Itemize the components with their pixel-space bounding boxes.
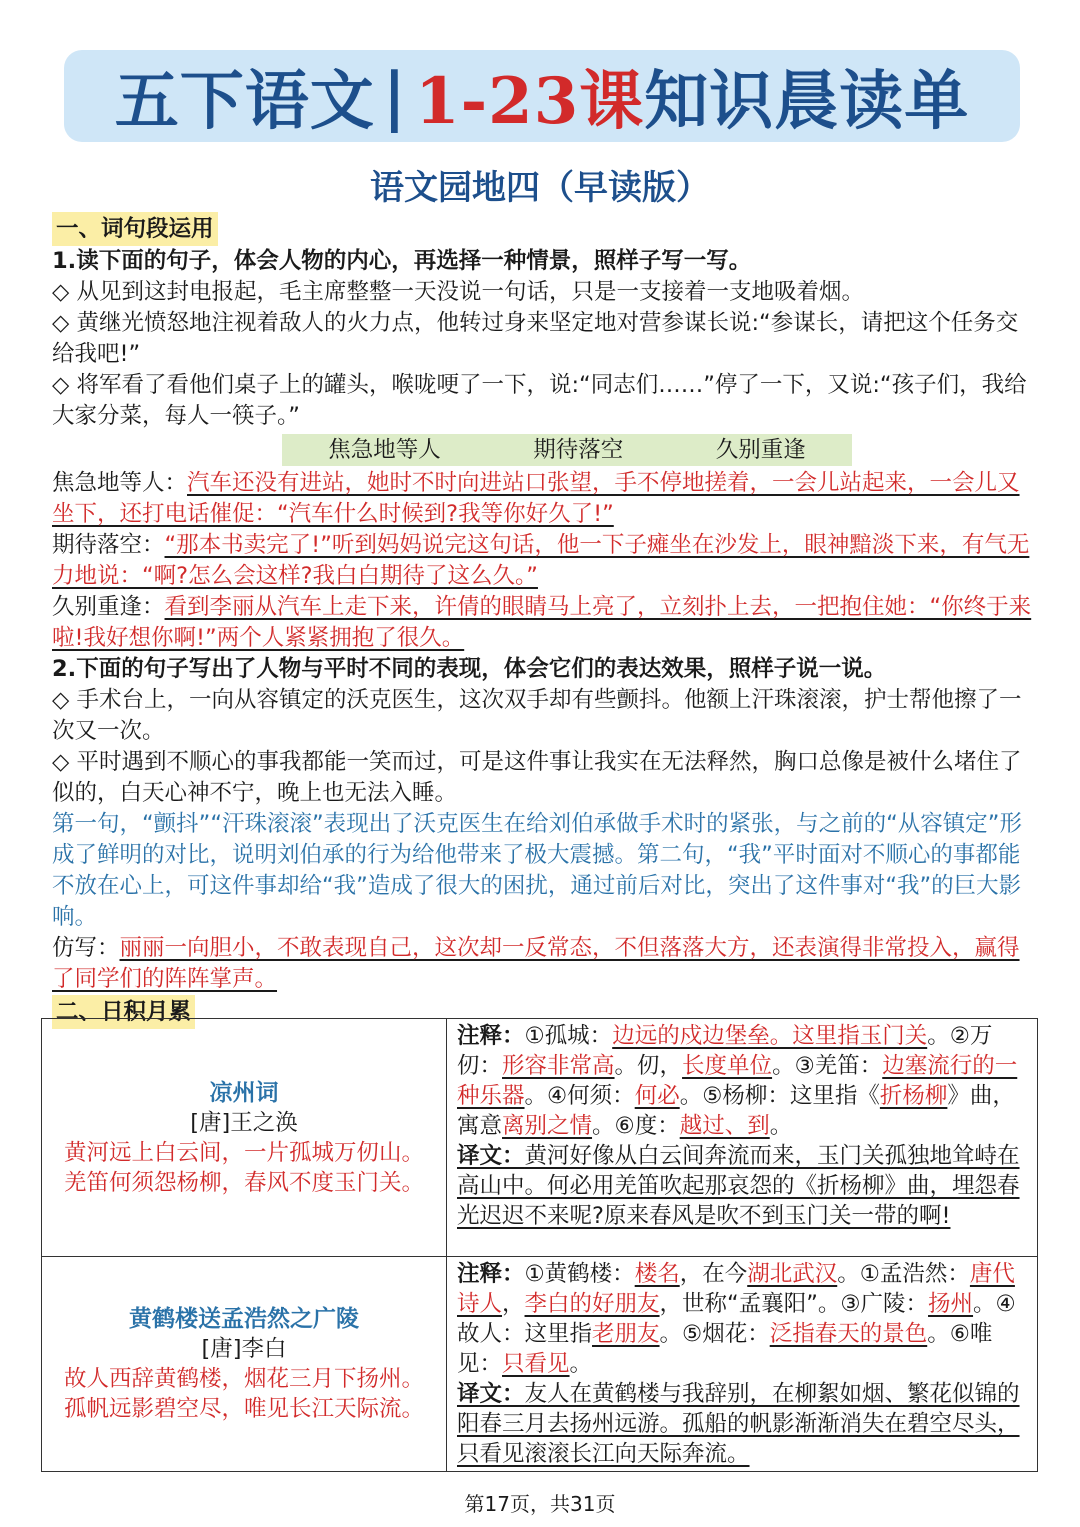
answer-paragraph: [52, 468, 1032, 530]
answer-text: “那本书卖完了!”听到妈妈说完这句话，他一下子瘫坐在沙发上，眼神黯淡下来，有气无力地说：“啊?怎么会这样?我白白期待了这么久。”: [52, 532, 1030, 589]
scenario-choice: 焦急地等人: [328, 436, 441, 463]
note-text: ①孤城：: [524, 1023, 613, 1049]
question-1: 1.读下面的句子，体会人物的内心，再选择一种情景，照样子写一写。: [52, 248, 752, 274]
note-answer: 老朋友: [592, 1321, 660, 1347]
poem-cell: [42, 1257, 447, 1472]
note-text: 。①孟浩然：: [837, 1261, 970, 1287]
note-answer: 离别之情: [502, 1113, 593, 1139]
banner-lessons: 1-23课: [415, 64, 645, 139]
banner-subject: 五下语文: [114, 64, 375, 139]
answer-paragraph: [52, 530, 1032, 592]
note-answer: 泛指春天的景色: [769, 1321, 928, 1347]
poem-title: 黄鹤楼送孟浩然之广陵: [129, 1306, 359, 1332]
note-answer: 楼名: [634, 1261, 680, 1287]
poem-table: [41, 1018, 1038, 1472]
note-answer: 湖北武汉: [747, 1261, 838, 1287]
note-text: 。⑤烟花：: [659, 1321, 770, 1347]
translation-text: 黄河好像从白云间奔流而来，玉门关孤独地耸峙在高山中。何必用羌笛吹起那哀怨的《折杨柳》曲，埋怨春光迟迟不来呢?原来春风是吹不到玉门关一带的啊!: [457, 1143, 1020, 1229]
answer-label: 焦急地等人：: [52, 470, 188, 496]
notes-label: 注释：: [457, 1261, 525, 1287]
answer-label: 期待落空：: [52, 532, 165, 558]
poem-line: 羌笛何须怨杨柳，春风不度玉门关。: [63, 1169, 424, 1196]
note-text: 》曲，寓意: [457, 1083, 1015, 1139]
note-text: 。: [569, 1351, 593, 1377]
section-heading: 二、日积月累: [52, 995, 195, 1029]
translation-label: 译文：: [457, 1143, 525, 1169]
banner-separator: |: [382, 58, 408, 134]
note-text: 。④何须：: [524, 1083, 635, 1109]
note-answer: 李白的好朋友: [524, 1291, 660, 1317]
translation-label: 译文：: [457, 1381, 525, 1407]
scenario-choices: [282, 434, 852, 466]
note-text: 。②万仞：: [457, 1023, 993, 1079]
poem-author: [唐]王之涣: [190, 1109, 298, 1136]
section-heading: 一、词句段运用: [52, 212, 218, 246]
note-answer: 形容非常高: [502, 1053, 615, 1079]
note-answer: 只看见: [502, 1351, 570, 1377]
example-sentence: ◇ 将军看了看他们桌子上的罐头，喉咙哽了一下，说:“同志们……”停了一下，又说:“孩子们，我给大家分菜，每人一筷子。”: [52, 372, 1027, 429]
example-sentence: ◇ 手术台上，一向从容镇定的沃克医生，这次双手却有些颤抖。他额上汗珠滚滚，护士帮他擦了一次又一次。: [52, 687, 1022, 744]
translation-text: 友人在黄鹤楼与我辞别，在柳絮如烟、繁花似锦的阳春三月去扬州远游。孤船的帆影渐渐消失在碧空尽头，只看见滚滚长江向天际奔流。: [457, 1381, 1020, 1467]
notes-cell: [447, 1257, 1038, 1472]
notes-block: [457, 1021, 1029, 1141]
scenario-choice: 期待落空: [533, 436, 624, 463]
poem-line: 故人西辞黄鹤楼，烟花三月下扬州。: [63, 1366, 424, 1392]
note-text: ①黄鹤楼：: [524, 1261, 635, 1287]
title-banner: [64, 50, 1020, 142]
answer-paragraph: [52, 592, 1032, 654]
note-text: 。: [769, 1113, 793, 1139]
note-text: ，世称“孟襄阳”。③广陵：: [659, 1291, 929, 1317]
notes-block: [457, 1259, 1029, 1379]
poem-author: [唐]李白: [201, 1336, 287, 1362]
note-text: 。⑥唯见：: [457, 1321, 993, 1377]
notes-label: 注释：: [457, 1023, 525, 1049]
answer-text: 看到李丽从汽车上走下来，许倩的眼睛马上亮了，立刻扑上去，一把抱住她：“你终于来啦!我好想你啊!”两个人紧紧拥抱了很久。: [52, 594, 1032, 651]
scenario-choice: 久别重逢: [715, 436, 806, 463]
poem-line: 黄河远上白云间，一片孤城万仞山。: [63, 1139, 424, 1166]
translation-block: [457, 1379, 1029, 1469]
poem-line: 孤帆远影碧空尽，唯见长江天际流。: [63, 1396, 424, 1422]
example-sentence: ◇ 从见到这封电报起，毛主席整整一天没说一句话，只是一支接着一支地吸着烟。: [52, 279, 864, 305]
answer-text: 汽车还没有进站，她时不时向进站口张望，手不停地搓着，一会儿站起来，一会儿又坐下，还打电话催促：“汽车什么时候到?我等你好久了!”: [52, 470, 1020, 527]
poem-title: 凉州词: [209, 1079, 279, 1106]
note-text: 。③羌笛：: [772, 1053, 883, 1079]
banner-doc-type: 知识晨读单: [644, 64, 970, 139]
note-text: 。⑤杨柳：这里指《: [679, 1083, 880, 1109]
example-sentence: ◇ 黄继光愤怒地注视着敌人的火力点，他转过身来坚定地对营参谋长说:“参谋长，请把这个任务交给我吧!”: [52, 310, 1019, 367]
page-subtitle: 语文园地四（早读版）: [370, 168, 710, 208]
example-sentence: ◇ 平时遇到不顺心的事我都能一笑而过，可是这件事让我实在无法释然，胸口总像是被什么堵住了似的，白天心神不宁，晚上也无法入睡。: [52, 749, 1022, 806]
translation-block: [457, 1141, 1029, 1231]
note-answer: 扬州: [928, 1291, 974, 1317]
table-row: [42, 1257, 1038, 1472]
note-text: ，: [502, 1291, 525, 1317]
note-answer: 唐代诗人: [457, 1261, 1015, 1317]
notes-cell: [447, 1019, 1038, 1257]
imitation-text: 丽丽一向胆小，不敢表现自己，这次却一反常态，不但落落大方，还表演得非常投入，赢得了同学们的阵阵掌声。: [52, 935, 1020, 992]
note-text: 。⑥度：: [592, 1113, 680, 1139]
note-text: ，在今: [679, 1261, 748, 1287]
note-answer: 边塞流行的一种乐器: [457, 1053, 1018, 1109]
imitation-paragraph: [52, 933, 1032, 995]
note-answer: 边远的戍边堡垒。这里指玉门关: [612, 1023, 928, 1049]
table-row: [42, 1019, 1038, 1257]
analysis-paragraph: 第一句，“颤抖”“汗珠滚滚”表现出了沃克医生在给刘伯承做手术时的紧张，与之前的“从容镇定”形成了鲜明的对比，说明刘伯承的行为给他带来了极大震撼。第二句，“我”平时面对不顺心的事都能不放在心上，可这件事却给“我”造成了很大的困扰，通过前后对比，突出了这件事对“我”的巨大影响。: [52, 811, 1022, 930]
note-answer: 长度单位: [682, 1053, 773, 1079]
note-answer: 折杨柳: [879, 1083, 948, 1109]
note-answer: 越过、到: [679, 1113, 770, 1139]
imitation-label: 仿写：: [52, 935, 120, 961]
answer-label: 久别重逢：: [52, 594, 165, 620]
page-number: 第17页，共31页: [464, 1492, 616, 1516]
question-2: 2.下面的句子写出了人物与平时不同的表现，体会它们的表达效果，照样子说一说。: [52, 656, 887, 682]
section-word-usage: [52, 212, 1032, 1029]
note-text: 。仞，: [614, 1053, 683, 1079]
poem-cell: [42, 1019, 447, 1257]
note-text: 。④故人：这里指: [457, 1291, 1016, 1347]
note-answer: 何必: [634, 1083, 680, 1109]
